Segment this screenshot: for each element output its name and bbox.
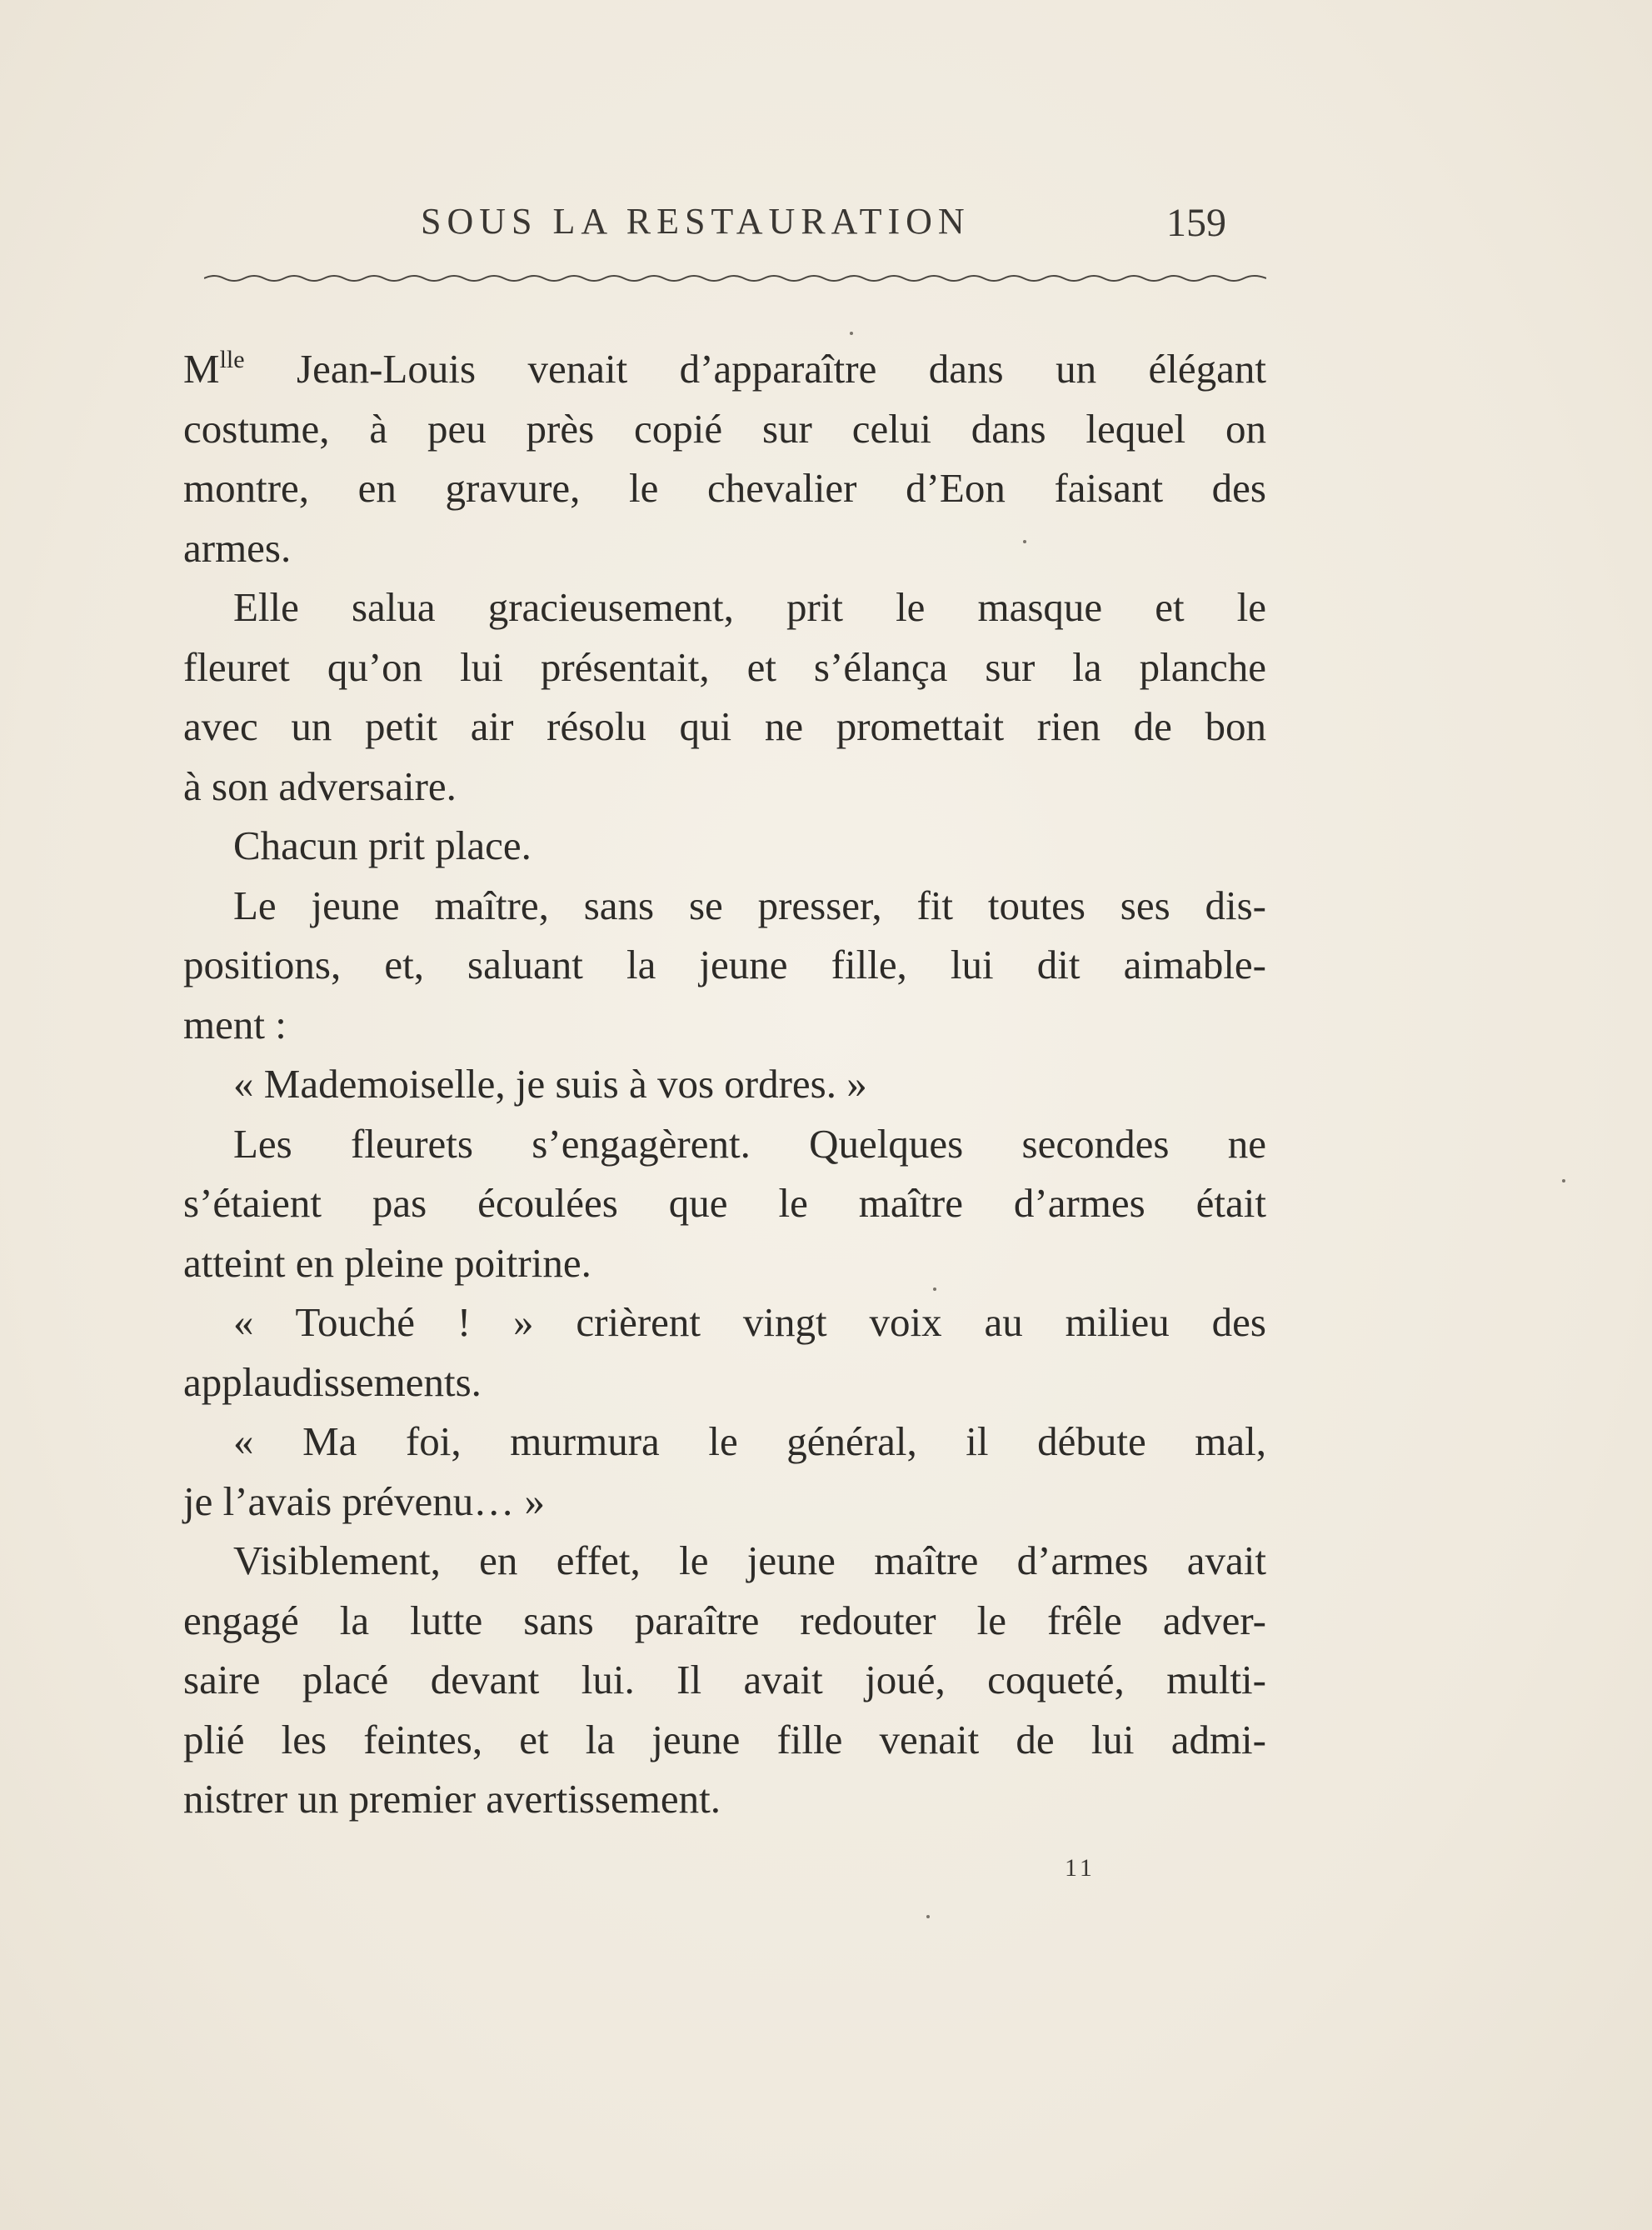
honorific-superscript: lle xyxy=(219,346,245,373)
text-line: ment : xyxy=(183,1001,287,1048)
text-line: armes. xyxy=(183,524,292,571)
text-line: « Ma foi, murmura le général, il débute mal, xyxy=(233,1418,1266,1464)
paper-speck xyxy=(1023,540,1026,543)
text-line: Chacun prit place. xyxy=(233,822,532,868)
text-line: à son adversaire. xyxy=(183,762,457,809)
paper-speck xyxy=(850,332,853,335)
text-line: saire placé devant lui. Il avait joué, coqueté, multi- xyxy=(183,1657,1266,1702)
text-line: Visiblement, en effet, le jeune maître d’armes avait xyxy=(233,1538,1266,1583)
text-line: Elle salua gracieusement, prit le masque et le xyxy=(233,584,1266,630)
text-line: nistrer un premier avertissement. xyxy=(183,1776,721,1822)
body-text xyxy=(183,339,1266,1829)
honorific: M xyxy=(183,346,220,392)
text-line: « Touché ! » crièrent vingt voix au milieu des xyxy=(233,1299,1266,1345)
signature-mark: 11 xyxy=(1065,1854,1096,1882)
paper-speck xyxy=(1562,1179,1565,1182)
text-line: applaudissements. xyxy=(183,1358,482,1405)
paper-speck xyxy=(926,1915,930,1918)
text-line: montre, en gravure, le chevalier d’Eon faisant des xyxy=(183,465,1266,511)
running-title: SOUS LA RESTAURATION xyxy=(421,201,971,242)
text-line: je l’avais prévenu… » xyxy=(183,1478,546,1524)
text-line: $M^{lle}$ Jean-Louis venait d’apparaître dans un élégant xyxy=(183,346,1266,392)
text-line: positions, et, saluant la jeune fille, lui dit aimable- xyxy=(183,942,1266,988)
text-line: « Mademoiselle, je suis à vos ordres. » xyxy=(233,1061,867,1107)
wavy-rule-ornament xyxy=(204,271,1266,286)
paper-speck xyxy=(933,1288,936,1291)
text-line: s’étaient pas écoulées que le maître d’armes était xyxy=(183,1180,1266,1226)
text-line: avec un petit air résolu qui ne promettait rien de bon xyxy=(183,703,1266,749)
text-line: engagé la lutte sans paraître redouter le frêle adver- xyxy=(183,1597,1266,1643)
text-line: costume, à peu près copié sur celui dans lequel on xyxy=(183,405,1266,452)
text-line: plié les feintes, et la jeune fille venait de lui admi- xyxy=(183,1716,1266,1762)
running-head xyxy=(0,200,1652,258)
text-line: Le jeune maître, sans se presser, fit toutes ses dis- xyxy=(233,882,1266,928)
text-line: Les fleurets s’engagèrent. Quelques secondes ne xyxy=(233,1120,1266,1167)
text-line: fleuret qu’on lui présentait, et s’élança sur la planche xyxy=(183,643,1266,690)
page-number: 159 xyxy=(1166,201,1226,245)
text-line: atteint en pleine poitrine. xyxy=(183,1239,591,1286)
